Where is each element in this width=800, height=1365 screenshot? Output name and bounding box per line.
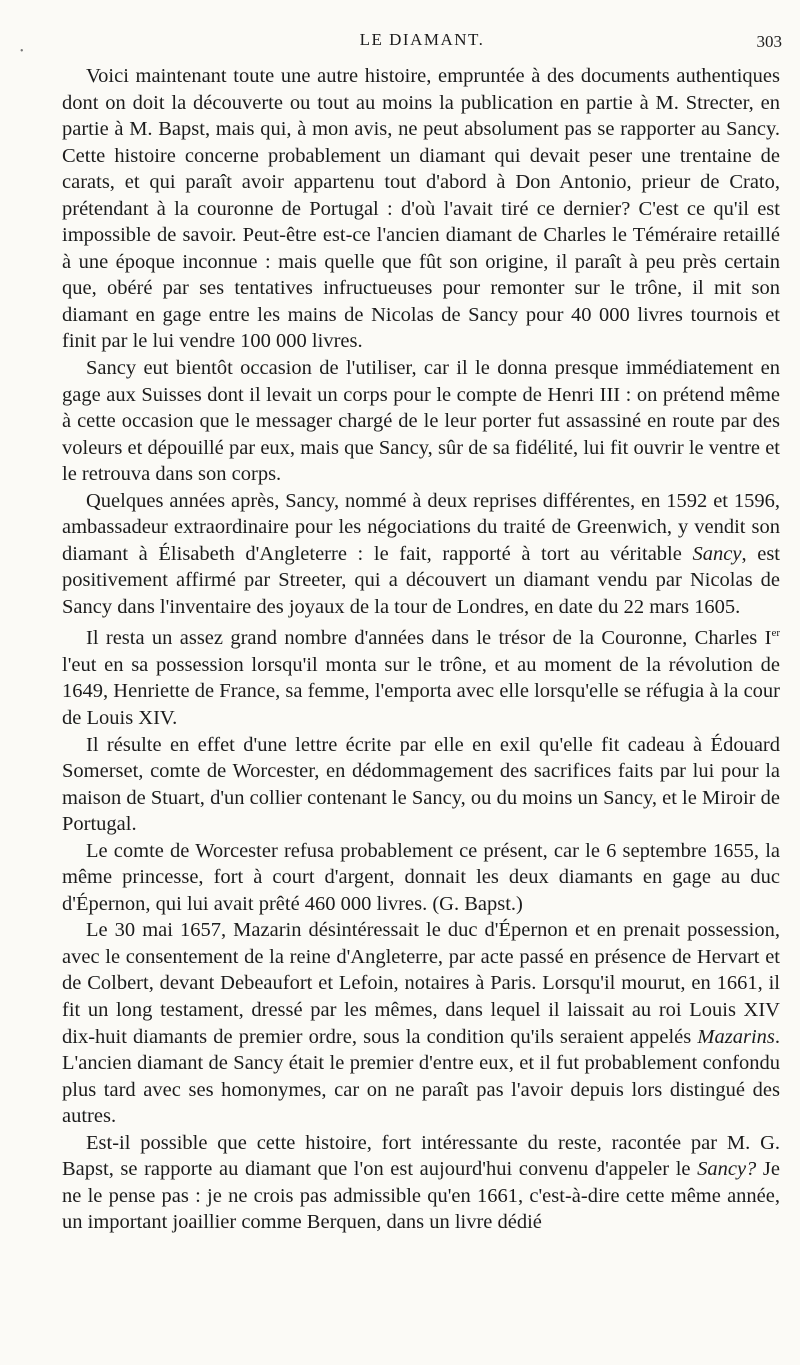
- paragraph-3: Quelques années après, Sancy, nommé à deux reprises différentes, en 1592 et 1596, ambassadeur extraordinaire pour les négociations du traité de Greenwich, y vendit son diamant à Élisabeth d'Angleterre : le fait, rapporté à tort au véritable Sancy, est positivement affirmé par Streeter, qui a découvert un diamant vendu par Nicolas de Sancy dans l'inventaire des joyaux de la tour de Londres, en date du 22 mars 1605.: [62, 489, 780, 618]
- paragraph-5: Il résulte en effet d'une lettre écrite par elle en exil qu'elle fit cadeau à Édouard Somerset, comte de Worcester, en dédommagement des sacrifices faits par lui pour la maison de Stuart, d'un collier contenant le Sancy, ou du moins un Sancy, et le Miroir de Portugal.: [62, 733, 780, 836]
- paragraph-8: Est-il possible que cette histoire, fort intéressante du reste, racontée par M. G. Bapst, se rapporte au diamant que l'on est aujourd'hui convenu d'appeler le Sancy? Je ne le pense pas : je ne crois pas admissible qu'en 1661, c'est-à-dire cette même année, un important joaillier comme Berquen, dans un livre dédié: [62, 1131, 780, 1234]
- paragraph-1: Voici maintenant toute une autre histoire, empruntée à des documents authentiques dont on doit la découverte ou tout au moins la publication en partie à M. Strecter, en partie à M. Bapst, mais qui, à mon avis, ne peut absolument pas se rapporter au Sancy. Cette histoire concerne probablement un diamant qui devait peser une trentaine de carats, et qui paraît avoir appartenu tout d'abord à Don Antonio, prieur de Crato, prétendant à la couronne de Portugal : d'où l'avait tiré ce dernier? C'est ce qu'il est impossible de savoir. Peut-être est-ce l'ancien diamant de Charles le Téméraire retaillé à une époque inconnue : mais quelle que fût son origine, il paraît à peu près certain que, obéré par ses tentatives infructueuses pour remonter sur le trône, il mit son diamant en gage entre les mains de Nicolas de Sancy pour 40 000 livres tournois et finit par le lui vendre 100 000 livres.: [62, 65, 780, 353]
- chapter-title: LE DIAMANT.: [359, 30, 485, 49]
- paragraph-6: Le comte de Worcester refusa probablement ce présent, car le 6 septembre 1655, la même princesse, fort à court d'argent, donnait les deux diamants en gage au duc d'Épernon, qui lui avait prêté 460 000 livres. (G. Bapst.): [62, 839, 780, 915]
- running-head: [62, 30, 782, 60]
- paragraph-7: Le 30 mai 1657, Mazarin désintéressait le duc d'Épernon et en prenait possession, avec le consentement de la reine d'Angleterre, par acte passé en présence de Hervart et de Colbert, devant Debeaufort et Lefoin, notaires à Paris. Lorsqu'il mourut, en 1661, il fit un long testament, dressé par les mêmes, dans lequel il laissait au roi Louis XIV dix-huit diamants de premier ordre, sous la condition qu'ils seraient appelés Mazarins. L'ancien diamant de Sancy était le premier d'entre eux, et il fut probablement confondu plus tard avec ses homonymes, car on ne paraît pas l'avoir depuis lors distingué des autres.: [62, 919, 780, 1128]
- margin-dot: •: [20, 46, 24, 57]
- body-text: [62, 63, 780, 1236]
- page-number: 303: [756, 32, 782, 51]
- paragraph-4: Il resta un assez grand nombre d'années dans le trésor de la Couronne, Charles Ier l'eut en sa possession lorsqu'il monta sur le trône, et au moment de la révolution de 1649, Henriette de France, sa femme, l'emporta avec elle lorsqu'elle se réfugia à la cour de Louis XIV.: [62, 627, 780, 729]
- paragraph-2: Sancy eut bientôt occasion de l'utiliser, car il le donna presque immédiatement en gage aux Suisses dont il levait un corps pour le compte de Henri III : on prétend même à cette occasion que le messager chargé de le leur porter fut assassiné en route par des voleurs et dépouillé par eux, mais que Sancy, sûr de sa fidélité, lui fit ouvrir le ventre et le retrouva dans son corps.: [62, 357, 780, 486]
